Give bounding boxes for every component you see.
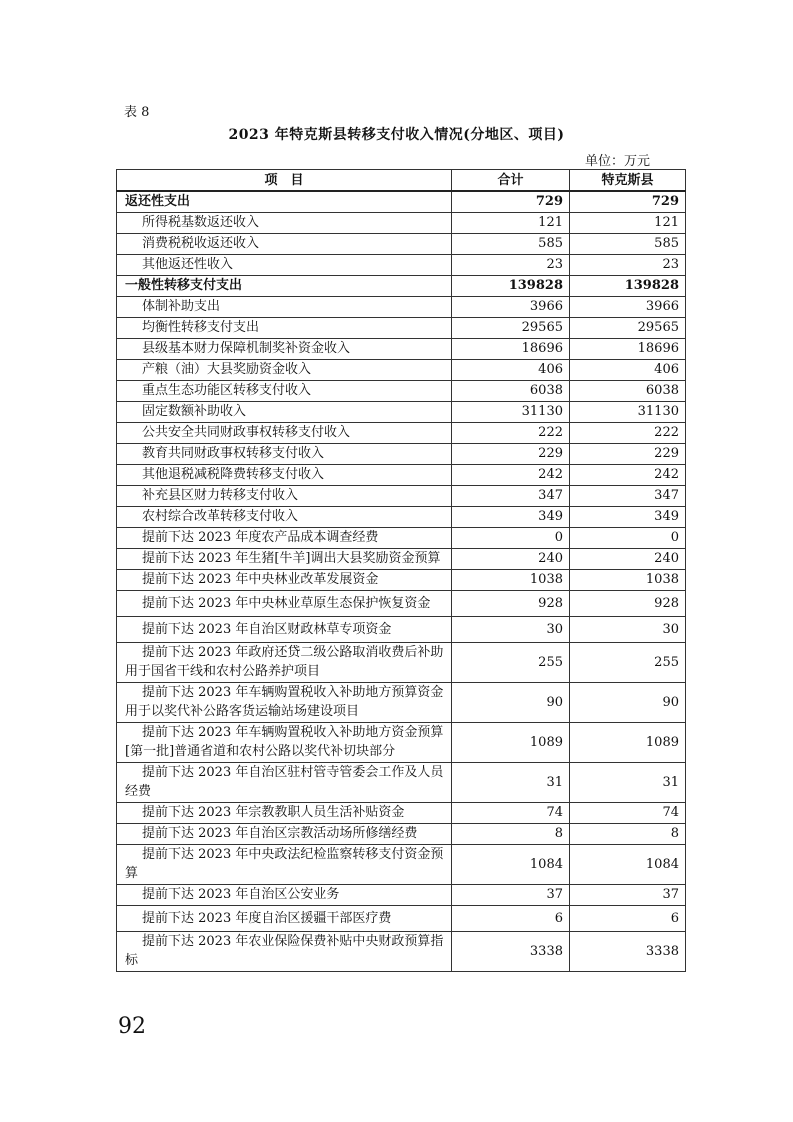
row-total: 3966 [452, 296, 570, 317]
row-total: 139828 [452, 275, 570, 296]
row-name: 农村综合改革转移支付收入 [117, 506, 452, 527]
row-county: 23 [570, 254, 686, 275]
table-row [117, 590, 686, 616]
row-county: 0 [570, 527, 686, 548]
row-county: 18696 [570, 338, 686, 359]
table-row [117, 884, 686, 905]
table-row [117, 506, 686, 527]
table-row [117, 931, 686, 971]
row-name: 提前下达 2023 年中央林业草原生态保护恢复资金 [117, 590, 452, 616]
row-name: 提前下达 2023 年度农产品成本调查经费 [117, 527, 452, 548]
row-total: 347 [452, 485, 570, 506]
table-row [117, 569, 686, 590]
row-total: 3338 [452, 931, 570, 971]
table-row [117, 338, 686, 359]
row-name: 公共安全共同财政事权转移支付收入 [117, 422, 452, 443]
row-county: 6038 [570, 380, 686, 401]
row-name: 一般性转移支付支出 [117, 275, 452, 296]
row-county: 3966 [570, 296, 686, 317]
header-county: 特克斯县 [570, 170, 686, 192]
row-county: 121 [570, 212, 686, 233]
table-body [117, 191, 686, 971]
row-name: 提前下达 2023 年政府还贷二级公路取消收费后补助用于国省干线和农村公路养护项目 [117, 642, 452, 682]
row-county: 30 [570, 616, 686, 642]
table-row [117, 212, 686, 233]
row-county: 349 [570, 506, 686, 527]
table-row [117, 359, 686, 380]
row-total: 349 [452, 506, 570, 527]
row-county: 229 [570, 443, 686, 464]
row-name: 县级基本财力保障机制奖补资金收入 [117, 338, 452, 359]
row-name: 其他返还性收入 [117, 254, 452, 275]
table-label: 表 8 [124, 105, 150, 120]
row-name: 体制补助支出 [117, 296, 452, 317]
header-item: 项 目 [117, 170, 452, 192]
row-total: 242 [452, 464, 570, 485]
row-name: 提前下达 2023 年自治区宗教活动场所修缮经费 [117, 823, 452, 844]
row-name: 提前下达 2023 年自治区公安业务 [117, 884, 452, 905]
row-total: 37 [452, 884, 570, 905]
row-total: 0 [452, 527, 570, 548]
table-row [117, 802, 686, 823]
header-total: 合计 [452, 170, 570, 192]
row-county: 585 [570, 233, 686, 254]
row-total: 240 [452, 548, 570, 569]
page-title: 2023 年特克斯县转移支付收入情况(分地区、项目) [228, 127, 565, 143]
table-row [117, 642, 686, 682]
row-county: 255 [570, 642, 686, 682]
table-row [117, 422, 686, 443]
transfer-payment-table [116, 169, 686, 972]
row-county: 74 [570, 802, 686, 823]
row-total: 31130 [452, 401, 570, 422]
row-name: 其他退税减税降费转移支付收入 [117, 464, 452, 485]
row-total: 1089 [452, 722, 570, 762]
row-name: 提前下达 2023 年车辆购置税收入补助地方资金预算[第一批]普通省道和农村公路以奖代补切块部分 [117, 722, 452, 762]
table-row [117, 905, 686, 931]
table-row [117, 233, 686, 254]
row-name: 提前下达 2023 年中央林业改革发展资金 [117, 569, 452, 590]
row-total: 74 [452, 802, 570, 823]
row-county: 729 [570, 191, 686, 212]
row-name: 重点生态功能区转移支付收入 [117, 380, 452, 401]
unit-label: 单位：万元 [585, 154, 651, 169]
row-name: 固定数额补助收入 [117, 401, 452, 422]
row-name: 提前下达 2023 年度自治区援疆干部医疗费 [117, 905, 452, 931]
table-row [117, 616, 686, 642]
row-total: 585 [452, 233, 570, 254]
table-row [117, 762, 686, 802]
row-county: 90 [570, 682, 686, 722]
row-total: 29565 [452, 317, 570, 338]
table-row [117, 275, 686, 296]
row-total: 90 [452, 682, 570, 722]
table-row [117, 722, 686, 762]
row-total: 18696 [452, 338, 570, 359]
table-header-row [117, 170, 686, 192]
row-name: 产粮（油）大县奖励资金收入 [117, 359, 452, 380]
table-row [117, 254, 686, 275]
row-county: 222 [570, 422, 686, 443]
table-row [117, 485, 686, 506]
row-total: 729 [452, 191, 570, 212]
table-row [117, 464, 686, 485]
table-row [117, 317, 686, 338]
row-name: 所得税基数返还收入 [117, 212, 452, 233]
row-name: 提前下达 2023 年农业保险保费补贴中央财政预算指标 [117, 931, 452, 971]
row-county: 1038 [570, 569, 686, 590]
table-row [117, 443, 686, 464]
row-name: 提前下达 2023 年生猪[牛羊]调出大县奖励资金预算 [117, 548, 452, 569]
row-county: 6 [570, 905, 686, 931]
row-total: 8 [452, 823, 570, 844]
row-name: 提前下达 2023 年自治区财政林草专项资金 [117, 616, 452, 642]
row-name: 提前下达 2023 年宗教教职人员生活补贴资金 [117, 802, 452, 823]
row-county: 31130 [570, 401, 686, 422]
table-row [117, 823, 686, 844]
row-county: 31 [570, 762, 686, 802]
table-row [117, 527, 686, 548]
row-total: 928 [452, 590, 570, 616]
row-total: 121 [452, 212, 570, 233]
row-county: 1084 [570, 844, 686, 884]
row-name: 提前下达 2023 年中央政法纪检监察转移支付资金预算 [117, 844, 452, 884]
row-county: 347 [570, 485, 686, 506]
row-total: 406 [452, 359, 570, 380]
table-row [117, 191, 686, 212]
row-county: 242 [570, 464, 686, 485]
table-row [117, 296, 686, 317]
row-county: 139828 [570, 275, 686, 296]
row-name: 提前下达 2023 年车辆购置税收入补助地方预算资金用于以奖代补公路客货运输站场建设项目 [117, 682, 452, 722]
row-county: 928 [570, 590, 686, 616]
row-name: 教育共同财政事权转移支付收入 [117, 443, 452, 464]
table-row [117, 548, 686, 569]
row-total: 229 [452, 443, 570, 464]
row-county: 240 [570, 548, 686, 569]
table-row [117, 682, 686, 722]
table-row [117, 844, 686, 884]
row-name: 消费税税收返还收入 [117, 233, 452, 254]
row-total: 30 [452, 616, 570, 642]
row-name: 补充县区财力转移支付收入 [117, 485, 452, 506]
row-county: 1089 [570, 722, 686, 762]
page-number: 92 [118, 1014, 146, 1039]
row-county: 29565 [570, 317, 686, 338]
row-name: 返还性支出 [117, 191, 452, 212]
row-total: 23 [452, 254, 570, 275]
row-county: 3338 [570, 931, 686, 971]
table-row [117, 401, 686, 422]
row-total: 222 [452, 422, 570, 443]
row-total: 1084 [452, 844, 570, 884]
row-total: 6 [452, 905, 570, 931]
row-name: 提前下达 2023 年自治区驻村管寺管委会工作及人员经费 [117, 762, 452, 802]
row-total: 6038 [452, 380, 570, 401]
row-total: 31 [452, 762, 570, 802]
row-total: 1038 [452, 569, 570, 590]
row-total: 255 [452, 642, 570, 682]
row-name: 均衡性转移支付支出 [117, 317, 452, 338]
row-county: 8 [570, 823, 686, 844]
table-row [117, 380, 686, 401]
row-county: 37 [570, 884, 686, 905]
row-county: 406 [570, 359, 686, 380]
